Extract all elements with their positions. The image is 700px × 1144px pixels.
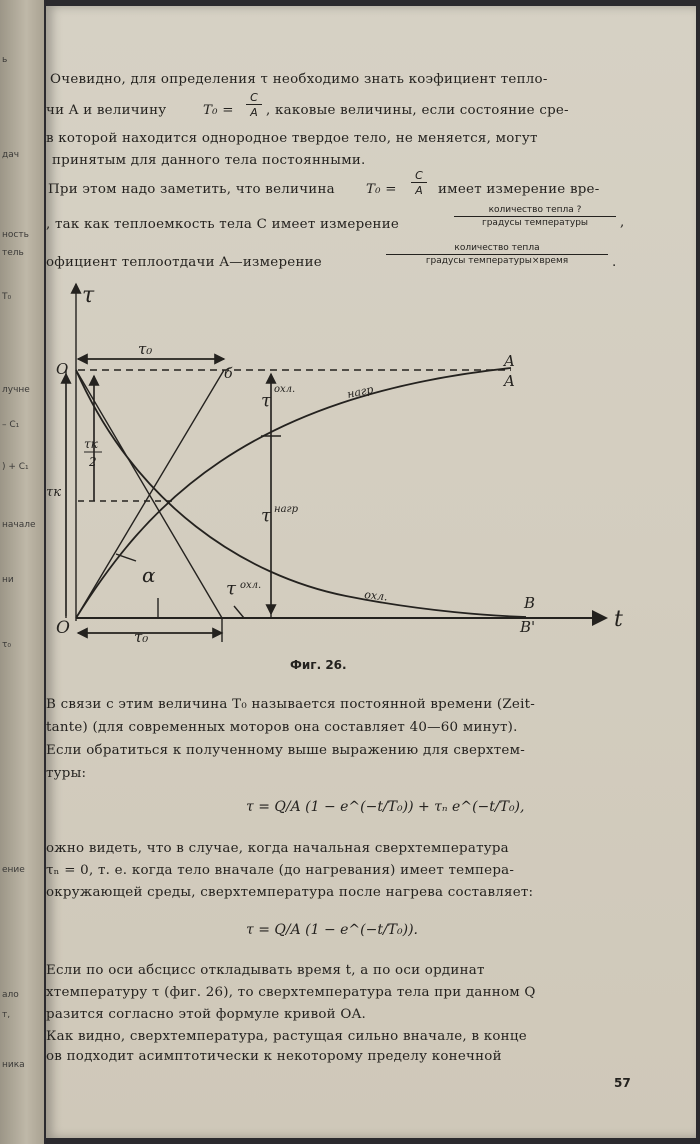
- inline-formula: T₀ =: [203, 103, 234, 118]
- left-page-fragment: [0, 0, 44, 1144]
- left-fragment: ность: [2, 230, 29, 240]
- label-tau0-top: τ₀: [138, 340, 153, 358]
- text-line: ожно видеть, что в случае, когда начальная сверхтемпература: [46, 841, 509, 856]
- text-line: туры:: [46, 766, 87, 781]
- label-b2: B': [520, 618, 536, 636]
- figure-caption: Фиг. 26.: [290, 658, 347, 672]
- inline-formula: T₀ =: [366, 182, 397, 197]
- left-fragment: ника: [2, 1060, 25, 1070]
- fraction-numerator: C: [411, 170, 427, 183]
- label-tau-k-half: τк: [84, 437, 98, 451]
- figure-26: [46, 276, 646, 656]
- fraction-denominator: A: [250, 106, 258, 119]
- left-fragment: ь: [2, 55, 8, 65]
- text-line: Как видно, сверхтемпература, растущая сильно вначале, в конце: [46, 1029, 527, 1044]
- book-page: Очевидно, для определения τ необходимо знать коэфициент тепло- чи A и величину T₀ = $\frac{C}{A}$ , каковые величины, если состояние сре- в которой находится однородное твердое тело, не меняется, могут принятым для данного тела постоянными. При этом надо заметить, что величина T₀ = $\frac{C}{A}$ имеет измерение вре- , так как теплоемкость тела C имеет измерение количество тепла ? градусы температуры , официент теплоотдачи A—измерение количество тепла градусы температуры×время . τ t O O τ₀ τ₀ б A A B B' τк τк 2 α τ охл. τ нагр τ охл. нагр охл. Фиг. 26. В связи с этим величина T₀ называется постоянной времени (Zeit- tante) (для современных моторов она составляет 40—60 минут). Если обратиться к полученному выше выражению для сверхтем- туры: τ = Q/A (1 − e^(−t/T₀)) + τₙ e^(−t/T₀), ожно видеть, что в случае, когда начальная сверхтемпература τₙ = 0, т. е. когда тело вначале (до нагревания) имеет темпера- окружающей среды, сверхтемпература после нагрева составляет: τ = Q/A (1 − e^(−t/T₀)). Если по оси абсцисс откладывать время t, а по оси ординат хтемпературу τ (фиг. 26), то сверхтемпература тела при данном Q разится согласно этой формуле кривой OA. Как видно, сверхтемпература, растущая сильно вначале, в конце ов подходит асимптотически к некоторому пределу конечной 57: [46, 6, 696, 1138]
- label-o-top: O: [56, 360, 69, 378]
- left-fragment: т,: [2, 1010, 11, 1020]
- page-number: 57: [614, 1076, 631, 1090]
- text-line: официент теплоотдачи A—измерение: [46, 255, 322, 270]
- text-line: чи A и величину: [46, 103, 167, 118]
- fraction-c-over-a: [246, 92, 262, 118]
- label-tau-cool-bottom: τ: [226, 578, 236, 599]
- formula-heating: τ = Q/A (1 − e^(−t/T₀)).: [246, 922, 419, 938]
- left-fragment: τ₀: [2, 640, 12, 650]
- label-b1: B: [524, 594, 536, 612]
- left-fragment: – C₁: [2, 420, 20, 430]
- text-line: Очевидно, для определения τ необходимо знать коэфициент тепло-: [50, 72, 548, 87]
- left-fragment: T₀: [2, 292, 12, 302]
- text-line: окружающей среды, сверхтемпература после нагрева составляет:: [46, 885, 534, 900]
- fraction-numerator: C: [246, 92, 262, 105]
- label-tau-cool-top: τ: [261, 390, 271, 411]
- left-fragment: тель: [2, 248, 24, 258]
- text-line: τₙ = 0, т. е. когда тело вначале (до нагревания) имеет темпера-: [46, 863, 515, 878]
- label-curve-heat: нагр: [345, 382, 375, 401]
- text-line: принятым для данного тела постоянными.: [52, 153, 366, 168]
- label-b: б: [224, 366, 233, 382]
- text-line: , каковые величины, если состояние сре-: [266, 103, 569, 118]
- label-tau-heat: τ: [261, 505, 271, 526]
- axis-y-label: τ: [82, 283, 95, 308]
- label-a1: A: [504, 352, 515, 370]
- text-line: разится согласно этой формуле кривой OA.: [46, 1007, 367, 1022]
- fraction-heat-transfer: [386, 244, 608, 266]
- label-curve-cool: охл.: [363, 588, 389, 604]
- fraction-denominator: A: [415, 184, 423, 197]
- label-tau-k-half-den: 2: [89, 455, 97, 469]
- text-line: хтемпературу τ (фиг. 26), то сверхтемпература тела при данном Q: [46, 985, 536, 1000]
- text-line: , так как теплоемкость тела C имеет измерение: [46, 217, 400, 232]
- label-a2: A: [504, 372, 515, 390]
- formula-overtemperature: τ = Q/A (1 − e^(−t/T₀)) + τₙ e^(−t/T₀),: [246, 799, 525, 815]
- text-line: В связи с этим величина T₀ называется постоянной времени (Zeit-: [46, 697, 536, 712]
- text-line: Если по оси абсцисс откладывать время t, а по оси ординат: [46, 963, 485, 978]
- label-o-bottom: O: [56, 618, 70, 638]
- fraction-denominator: градусы температуры: [481, 218, 589, 228]
- text-line: ов подходит асимптотически к некоторому пределу конечной: [46, 1049, 502, 1064]
- fraction-numerator: количество тепла: [386, 244, 608, 255]
- label-tau-heat-sup: нагр: [274, 504, 299, 515]
- label-alpha: α: [142, 563, 156, 587]
- fraction-denominator: градусы температуры×время: [425, 256, 569, 266]
- fraction-c-over-a: [411, 170, 427, 196]
- axis-x-label: t: [614, 607, 623, 632]
- text-line: Если обратиться к полученному выше выражению для сверхтем-: [46, 743, 526, 758]
- text-line: в которой находится однородное твердое тело, не меняется, могут: [46, 131, 538, 146]
- left-fragment: лучне: [2, 385, 30, 395]
- left-fragment: ни: [2, 575, 14, 585]
- left-fragment: дач: [2, 150, 20, 160]
- left-fragment: ение: [2, 865, 25, 875]
- left-fragment: ало: [2, 990, 19, 1000]
- label-tau-cool-bottom-sup: охл.: [240, 580, 262, 591]
- label-tau-cool-top-sup: охл.: [274, 384, 296, 395]
- left-fragment: ) + C₁: [2, 462, 29, 472]
- label-tau0-bottom: τ₀: [134, 628, 149, 646]
- left-fragment: начале: [2, 520, 36, 530]
- text-line: имеет измерение вре-: [438, 182, 600, 197]
- fraction-heat-capacity: [454, 206, 616, 228]
- label-tau-k: τк: [46, 485, 61, 500]
- text-line: tante) (для современных моторов она составляет 40—60 минут).: [46, 720, 518, 735]
- fraction-numerator: количество тепла ?: [454, 206, 616, 217]
- text-line: При этом надо заметить, что величина: [48, 182, 335, 197]
